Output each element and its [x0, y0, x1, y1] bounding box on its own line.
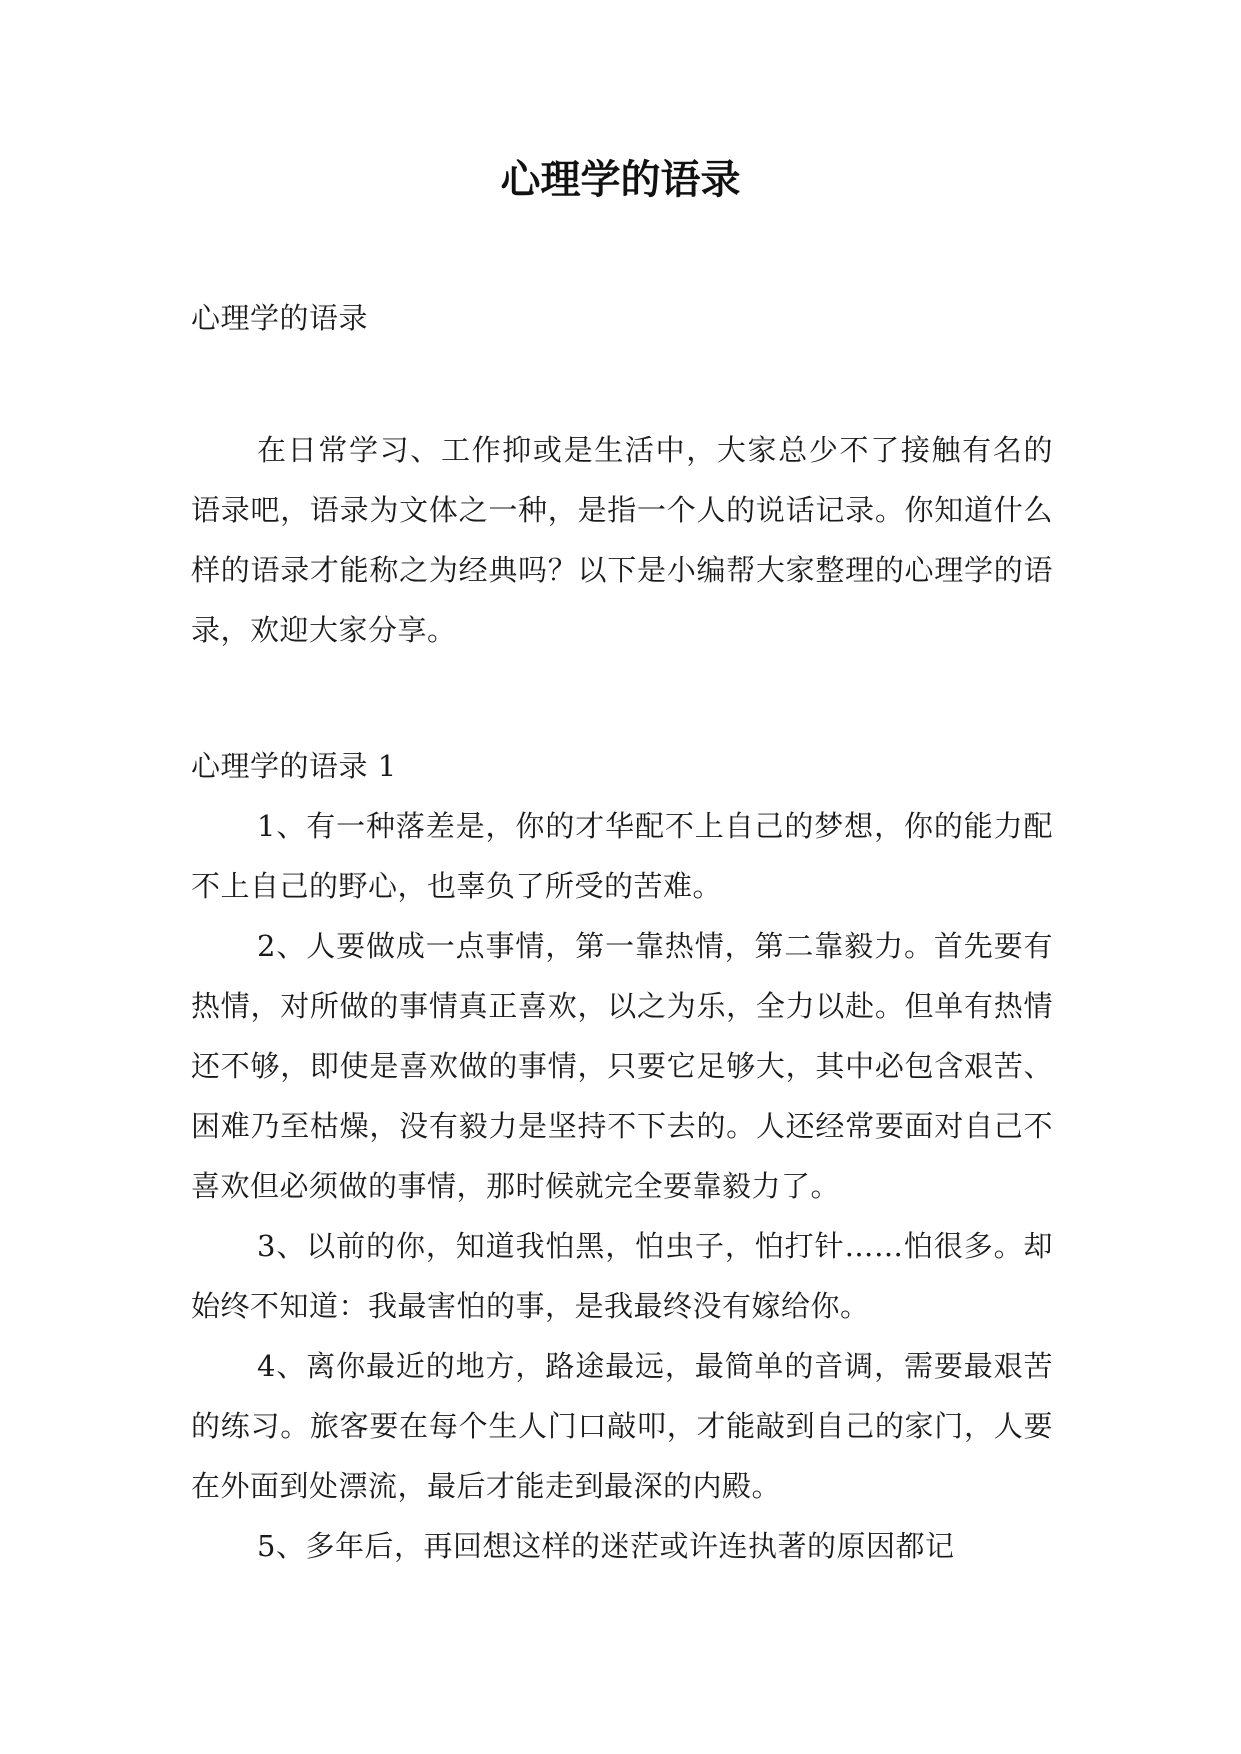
quote-paragraph-1: 1、有一种落差是，你的才华配不上自己的梦想，你的能力配不上自己的野心，也辜负了所受的苦难。 [191, 809, 1053, 903]
spacer [191, 348, 1053, 420]
section-heading: 心理学的语录 1 [191, 749, 397, 783]
quote-paragraph-3: 3、以前的你，知道我怕黑，怕虫子，怕打针……怕很多。却始终不知道：我最害怕的事，是我最终没有嫁给你。 [191, 1229, 1053, 1323]
intro-paragraph: 在日常学习、工作抑或是生活中，大家总少不了接触有名的语录吧，语录为文体之一种，是指一个人的说话记录。你知道什么样的语录才能称之为经典吗？以下是小编帮大家整理的心理学的语录，欢迎大家分享。 [191, 433, 1053, 647]
spacer [191, 660, 1053, 736]
document-subtitle: 心理学的语录 [191, 301, 369, 335]
quote-paragraph-2: 2、人要做成一点事情，第一靠热情，第二靠毅力。首先要有热情，对所做的事情真正喜欢，以之为乐，全力以赴。但单有热情还不够，即使是喜欢做的事情，只要它足够大，其中必包含艰苦、困难乃至枯燥，没有毅力是坚持不下去的。人还经常要面对自己不喜欢但必须做的事情，那时候就完全要靠毅力了。 [191, 929, 1053, 1203]
quote-paragraph-5: 5、多年后，再回想这样的迷茫或许连执著的原因都记 [257, 1529, 955, 1563]
quote-paragraph-4: 4、离你最近的地方，路途最远，最简单的音调，需要最艰苦的练习。旅客要在每个生人门口敲叩，才能敲到自己的家门，人要在外面到处漂流，最后才能走到最深的内殿。 [191, 1349, 1053, 1503]
document-title: 心理学的语录 [500, 157, 741, 203]
document-body [191, 288, 1053, 1576]
